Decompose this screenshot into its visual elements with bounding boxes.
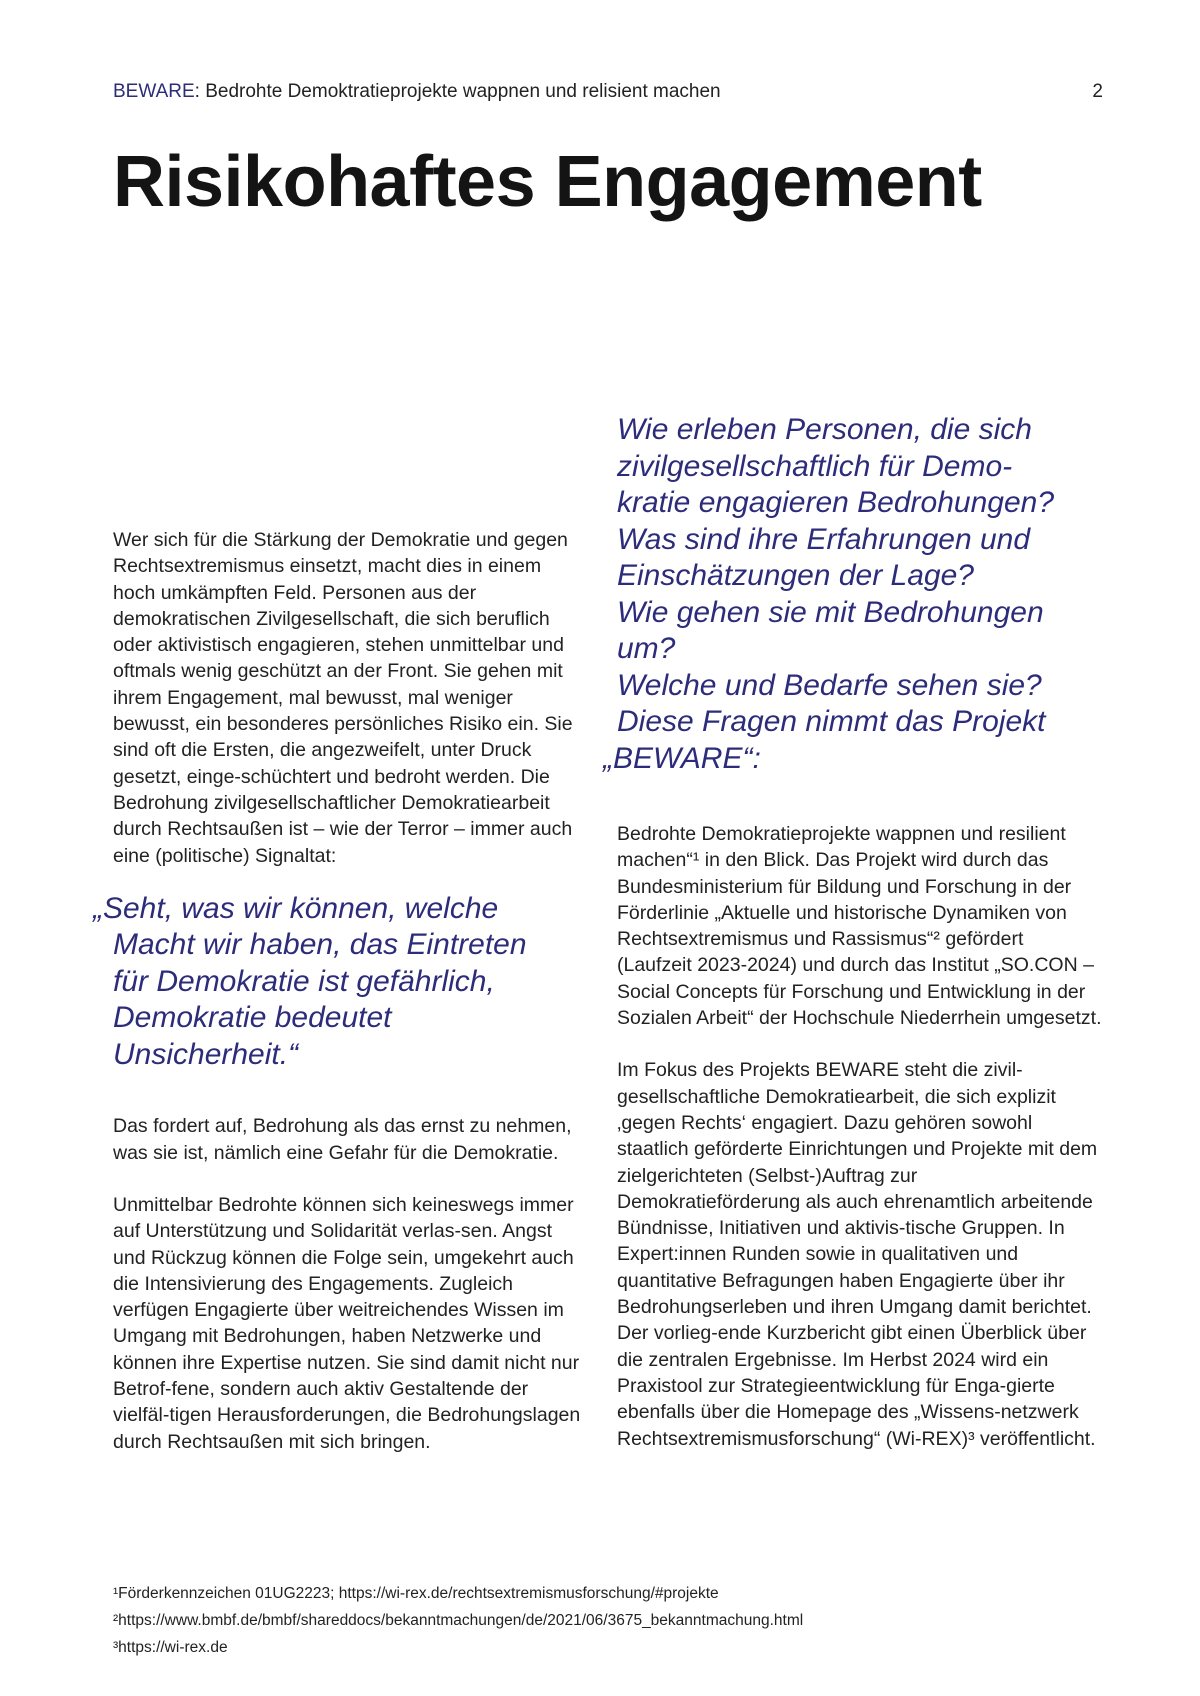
quote-line: „Seht, was wir können, welche <box>93 891 499 925</box>
quote-line: Wie gehen sie mit Bedrohungen <box>617 595 1044 629</box>
pull-quote-left <box>93 891 583 1074</box>
right-column <box>603 412 1102 1452</box>
page-title: Risikohaftes Engagement <box>113 142 982 222</box>
quote-line: kratie engagieren Bedrohungen? <box>617 486 1055 519</box>
left-paragraph-3: Unmittelbar Bedrohte können sich keineswegs immer auf Unterstützung und Solidarität verlas-sen. Angst und Rückzug können die Folge sein, umgekehrt auch die Intensivierung des Engagements. Zugleich verfügen Engagierte über weitreichendes Wissen im Umgang mit Bedrohungen, haben Netzwerke und können ihre Expertise nutzen. Sie sind damit nicht nur Betrof-fene, sondern auch aktiv Gestaltende der vielfäl-tigen Herausforderungen, die Bedrohungslagen durch Rechtsaußen mit sich bringen. <box>113 1193 581 1453</box>
header-brand: BEWARE <box>113 81 195 102</box>
pull-quote-right <box>603 412 1102 777</box>
left-paragraph-2: Das fordert auf, Bedrohung als das ernst zu nehmen, was sie ist, nämlich eine Gefahr für die Demokratie. <box>113 1115 572 1164</box>
header-subtitle: : Bedrohte Demoktratieprojekte wappnen und relisient machen <box>194 81 721 102</box>
quote-line: Demokratie bedeutet <box>113 1001 392 1035</box>
footnotes <box>113 1580 1103 1661</box>
quote-line: Diese Fragen nimmt das Projekt <box>617 705 1046 738</box>
page-number: 2 <box>1092 81 1103 102</box>
quote-line: Macht wir haben, das Eintreten <box>113 928 527 962</box>
left-column <box>93 527 583 1455</box>
right-paragraph-1: Bedrohte Demokratieprojekte wappnen und resilient machen“¹ in den Blick. Das Projekt wird durch das Bundesministerium für Bildung und Forschung in der Förderlinie „Aktuelle und historische Dynamiken von Rechtsextremismus und Rassismus“² gefördert (Laufzeit 2023-2024) und durch das Institut „SO.CON – Social Concepts für Forschung und Entwicklung in der Sozialen Arbeit“ der Hochschule Niederrhein umgesetzt. <box>617 823 1102 1030</box>
quote-line: Wie erleben Personen, die sich <box>617 413 1032 446</box>
quote-line: Welche und Bedarfe sehen sie? <box>617 668 1042 702</box>
quote-line: um? <box>617 632 676 665</box>
footnote-3: ³https://wi-rex.de <box>113 1639 228 1656</box>
quote-line: Einschätzungen der Lage? <box>617 559 974 592</box>
quote-line: Unsicherheit.“ <box>113 1037 299 1071</box>
quote-line: Was sind ihre Erfahrungen und <box>617 522 1031 556</box>
quote-line: „BEWARE“: <box>603 741 761 775</box>
footnote-2: ²https://www.bmbf.de/bmbf/shareddocs/bekanntmachungen/de/2021/06/3675_bekanntmachung.html <box>113 1612 804 1629</box>
quote-line: für Demokratie ist gefährlich, <box>113 964 495 998</box>
running-header <box>113 80 1103 104</box>
quote-line: zivilgesellschaftlich für Demo- <box>617 449 1013 483</box>
left-paragraph-1: Wer sich für die Stärkung der Demokratie und gegen Rechtsextremismus einsetzt, macht dies in einem hoch umkämpften Feld. Personen aus der demokratischen Zivilgesellschaft, die sich beruflich oder aktivistisch engagieren, stehen unmittelbar und oftmals wenig geschützt an der Front. Sie gehen mit ihrem Engagement, mal bewusst, mal weniger bewusst, ein besonderes persönliches Risiko ein. Sie sind oft die Ersten, die angezweifelt, unter Druck gesetzt, einge-schüchtert und bedroht werden. Die Bedrohung zivilgesellschaftlicher Demokratiearbeit durch Rechtsaußen ist – wie der Terror – immer auch eine (politische) Signaltat: <box>113 529 573 867</box>
footnote-1: ¹Förderkennzeichen 01UG2223; https://wi-rex.de/rechtsextremismusforschung/#projekte <box>113 1585 719 1602</box>
right-paragraph-2: Im Fokus des Projekts BEWARE steht die zivil-gesellschaftliche Demokratiearbeit, die sich explizit ‚gegen Rechts‘ engagiert. Dazu gehören sowohl staatlich geförderte Einrichtungen und Projekte mit dem zielgerichteten (Selbst-)Auftrag zur Demokratieförderung als auch ehrenamtlich arbeitende Bündnisse, Initiativen und aktivis-tische Gruppen. In Expert:innen Runden sowie in qualitativen und quantitative Befragungen haben Engagierte über ihr Bedrohungserleben und ihren Umgang damit berichtet. Der vorlieg-ende Kurzbericht gibt einen Überblick über die zentralen Ergebnisse. Im Herbst 2024 wird ein Praxistool zur Strategieentwicklung für Enga-gierte ebenfalls über die Homepage des „Wissens-netzwerk Rechtsextremismusforschung“ (Wi-REX)³ veröffentlicht. <box>617 1059 1098 1450</box>
